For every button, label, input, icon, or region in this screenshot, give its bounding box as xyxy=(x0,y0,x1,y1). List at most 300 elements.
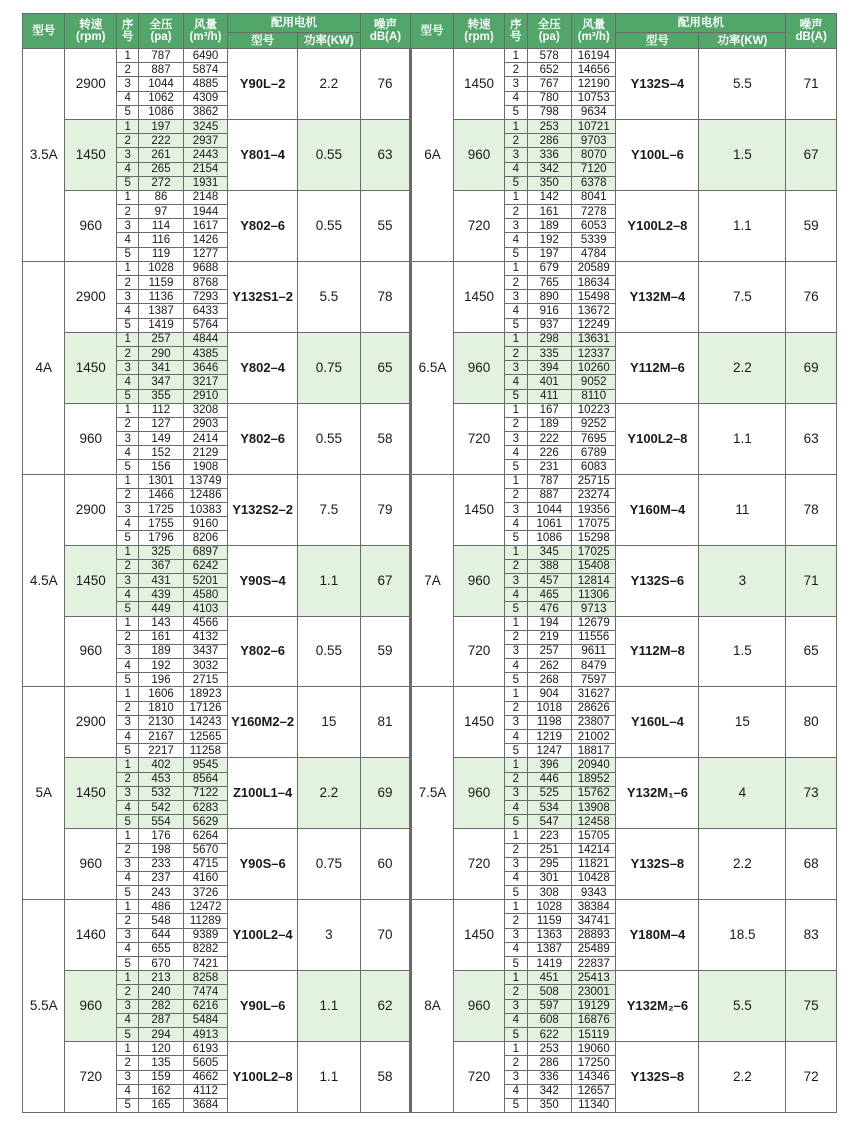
motor-power-cell: 5.5 xyxy=(699,971,786,1042)
airflow-cell: 3726 xyxy=(183,886,227,900)
pressure-cell: 142 xyxy=(527,190,571,204)
motor-model-cell: Y132M–4 xyxy=(616,261,699,332)
seq-cell: 4 xyxy=(117,659,139,673)
header-speed-right: 转速 (rpm) xyxy=(453,14,505,49)
pressure-cell: 1466 xyxy=(139,488,183,502)
pressure-cell: 222 xyxy=(139,134,183,148)
pressure-cell: 476 xyxy=(527,602,571,616)
airflow-cell: 12657 xyxy=(571,1084,615,1098)
pressure-cell: 342 xyxy=(527,1084,571,1098)
airflow-cell: 8768 xyxy=(183,276,227,290)
pressure-cell: 534 xyxy=(527,800,571,814)
seq-cell: 2 xyxy=(505,843,527,857)
fan-model-cell: 5.5A xyxy=(23,900,65,1113)
airflow-cell: 6897 xyxy=(183,545,227,559)
speed-cell: 720 xyxy=(453,829,505,900)
seq-cell: 3 xyxy=(117,503,139,517)
motor-model-cell: Y132M₁–6 xyxy=(616,758,699,829)
header-motor: 配用电机 xyxy=(228,14,360,33)
airflow-cell: 4715 xyxy=(183,857,227,871)
seq-cell: 3 xyxy=(117,77,139,91)
header-motor-power-right: 功率(KW) xyxy=(699,33,786,49)
pressure-cell: 1086 xyxy=(139,105,183,119)
airflow-cell: 11306 xyxy=(571,588,615,602)
pressure-cell: 402 xyxy=(139,758,183,772)
seq-cell: 4 xyxy=(117,233,139,247)
airflow-cell: 7597 xyxy=(571,673,615,687)
seq-cell: 1 xyxy=(505,190,527,204)
seq-cell: 4 xyxy=(505,1013,527,1027)
pressure-cell: 159 xyxy=(139,1070,183,1084)
pressure-cell: 446 xyxy=(527,772,571,786)
motor-power-cell: 2.2 xyxy=(298,758,361,829)
pressure-cell: 240 xyxy=(139,985,183,999)
speed-cell: 720 xyxy=(453,616,505,687)
noise-cell: 62 xyxy=(360,971,411,1042)
seq-cell: 4 xyxy=(505,233,527,247)
airflow-cell: 15119 xyxy=(571,1027,615,1041)
airflow-cell: 4132 xyxy=(183,630,227,644)
seq-cell: 4 xyxy=(505,91,527,105)
airflow-cell: 10383 xyxy=(183,503,227,517)
speed-cell: 720 xyxy=(453,403,505,474)
pressure-cell: 192 xyxy=(139,659,183,673)
pressure-cell: 1159 xyxy=(139,276,183,290)
airflow-cell: 7695 xyxy=(571,432,615,446)
pressure-cell: 231 xyxy=(527,460,571,474)
pressure-cell: 335 xyxy=(527,346,571,360)
pressure-cell: 116 xyxy=(139,233,183,247)
airflow-cell: 10721 xyxy=(571,119,615,133)
airflow-cell: 6789 xyxy=(571,446,615,460)
pressure-cell: 149 xyxy=(139,432,183,446)
pressure-cell: 548 xyxy=(139,914,183,928)
seq-cell: 1 xyxy=(505,687,527,701)
seq-cell: 3 xyxy=(117,361,139,375)
seq-cell: 3 xyxy=(505,361,527,375)
airflow-cell: 7421 xyxy=(183,957,227,971)
seq-cell: 3 xyxy=(117,857,139,871)
pressure-cell: 112 xyxy=(139,403,183,417)
speed-cell: 960 xyxy=(453,758,505,829)
seq-cell: 2 xyxy=(117,772,139,786)
seq-cell: 4 xyxy=(117,800,139,814)
airflow-cell: 3437 xyxy=(183,644,227,658)
pressure-cell: 86 xyxy=(139,190,183,204)
airflow-cell: 14656 xyxy=(571,63,615,77)
seq-cell: 3 xyxy=(117,148,139,162)
airflow-cell: 6433 xyxy=(183,304,227,318)
speed-cell: 960 xyxy=(453,119,505,190)
pressure-cell: 554 xyxy=(139,815,183,829)
seq-cell: 5 xyxy=(117,176,139,190)
seq-cell: 2 xyxy=(117,346,139,360)
motor-model-cell: Y90S–6 xyxy=(228,829,298,900)
pressure-cell: 253 xyxy=(527,119,571,133)
airflow-cell: 16194 xyxy=(571,49,615,63)
pressure-cell: 787 xyxy=(527,474,571,488)
motor-power-cell: 1.5 xyxy=(699,616,786,687)
airflow-cell: 4580 xyxy=(183,588,227,602)
motor-model-cell: Y132S2–2 xyxy=(228,474,298,545)
airflow-cell: 10223 xyxy=(571,403,615,417)
pressure-cell: 887 xyxy=(527,488,571,502)
airflow-cell: 9688 xyxy=(183,261,227,275)
seq-cell: 2 xyxy=(117,914,139,928)
seq-cell: 3 xyxy=(117,786,139,800)
seq-cell: 4 xyxy=(117,1013,139,1027)
pressure-cell: 152 xyxy=(139,446,183,460)
pressure-cell: 189 xyxy=(527,219,571,233)
header-airflow: 风量 (m³/h) xyxy=(183,14,227,49)
airflow-cell: 6264 xyxy=(183,829,227,843)
airflow-cell: 5339 xyxy=(571,233,615,247)
seq-cell: 3 xyxy=(117,1070,139,1084)
airflow-cell: 12472 xyxy=(183,900,227,914)
airflow-cell: 8564 xyxy=(183,772,227,786)
speed-cell: 960 xyxy=(65,971,117,1042)
pressure-cell: 2167 xyxy=(139,730,183,744)
airflow-cell: 12337 xyxy=(571,346,615,360)
airflow-cell: 1944 xyxy=(183,205,227,219)
airflow-cell: 15498 xyxy=(571,290,615,304)
seq-cell: 1 xyxy=(505,332,527,346)
pressure-cell: 165 xyxy=(139,1098,183,1112)
pressure-cell: 161 xyxy=(527,205,571,219)
pressure-cell: 1387 xyxy=(139,304,183,318)
airflow-cell: 2129 xyxy=(183,446,227,460)
pressure-cell: 486 xyxy=(139,900,183,914)
airflow-cell: 1931 xyxy=(183,176,227,190)
noise-cell: 59 xyxy=(786,190,837,261)
motor-model-cell: Y802–6 xyxy=(228,403,298,474)
seq-cell: 4 xyxy=(505,375,527,389)
seq-cell: 5 xyxy=(505,176,527,190)
airflow-cell: 3862 xyxy=(183,105,227,119)
pressure-cell: 453 xyxy=(139,772,183,786)
airflow-cell: 11340 xyxy=(571,1098,615,1112)
header-seq: 序 号 xyxy=(117,14,139,49)
airflow-cell: 2937 xyxy=(183,134,227,148)
noise-cell: 72 xyxy=(786,1042,837,1113)
seq-cell: 4 xyxy=(117,91,139,105)
seq-cell: 4 xyxy=(117,1084,139,1098)
pressure-cell: 196 xyxy=(139,673,183,687)
noise-cell: 67 xyxy=(786,119,837,190)
seq-cell: 5 xyxy=(117,1098,139,1112)
motor-power-cell: 15 xyxy=(298,687,361,758)
header-model: 型号 xyxy=(23,14,65,49)
pressure-cell: 608 xyxy=(527,1013,571,1027)
airflow-cell: 4385 xyxy=(183,346,227,360)
speed-cell: 1450 xyxy=(65,545,117,616)
airflow-cell: 23001 xyxy=(571,985,615,999)
motor-power-cell: 7.5 xyxy=(699,261,786,332)
motor-model-cell: Y112M–6 xyxy=(616,332,699,403)
seq-cell: 4 xyxy=(505,800,527,814)
pressure-cell: 253 xyxy=(527,1042,571,1056)
pressure-cell: 1419 xyxy=(527,957,571,971)
table-row xyxy=(23,474,837,488)
airflow-cell: 9252 xyxy=(571,417,615,431)
table-row xyxy=(23,687,837,701)
seq-cell: 5 xyxy=(505,673,527,687)
pressure-cell: 197 xyxy=(527,247,571,261)
seq-cell: 4 xyxy=(505,871,527,885)
seq-cell: 1 xyxy=(117,829,139,843)
motor-power-cell: 18.5 xyxy=(699,900,786,971)
airflow-cell: 17126 xyxy=(183,701,227,715)
airflow-cell: 4309 xyxy=(183,91,227,105)
motor-power-cell: 1.1 xyxy=(699,190,786,261)
seq-cell: 5 xyxy=(117,531,139,545)
seq-cell: 1 xyxy=(505,545,527,559)
motor-model-cell: Y90S–4 xyxy=(228,545,298,616)
airflow-cell: 22837 xyxy=(571,957,615,971)
seq-cell: 1 xyxy=(505,119,527,133)
pressure-cell: 194 xyxy=(527,616,571,630)
airflow-cell: 13631 xyxy=(571,332,615,346)
header-motor-power: 功率(KW) xyxy=(298,33,361,49)
motor-power-cell: 1.1 xyxy=(298,971,361,1042)
seq-cell: 3 xyxy=(505,644,527,658)
airflow-cell: 7122 xyxy=(183,786,227,800)
airflow-cell: 7293 xyxy=(183,290,227,304)
speed-cell: 1450 xyxy=(65,332,117,403)
noise-cell: 65 xyxy=(786,616,837,687)
pressure-cell: 167 xyxy=(527,403,571,417)
airflow-cell: 1426 xyxy=(183,233,227,247)
airflow-cell: 5874 xyxy=(183,63,227,77)
pressure-cell: 286 xyxy=(527,1056,571,1070)
pressure-cell: 890 xyxy=(527,290,571,304)
airflow-cell: 8479 xyxy=(571,659,615,673)
pressure-cell: 213 xyxy=(139,971,183,985)
noise-cell: 79 xyxy=(360,474,411,545)
seq-cell: 1 xyxy=(505,829,527,843)
airflow-cell: 10428 xyxy=(571,871,615,885)
motor-power-cell: 0.55 xyxy=(298,119,361,190)
pressure-cell: 780 xyxy=(527,91,571,105)
seq-cell: 4 xyxy=(117,304,139,318)
pressure-cell: 655 xyxy=(139,942,183,956)
noise-cell: 75 xyxy=(786,971,837,1042)
speed-cell: 720 xyxy=(65,1042,117,1113)
seq-cell: 5 xyxy=(117,105,139,119)
seq-cell: 1 xyxy=(117,190,139,204)
table-row xyxy=(23,261,837,275)
airflow-cell: 6283 xyxy=(183,800,227,814)
airflow-cell: 15408 xyxy=(571,559,615,573)
airflow-cell: 9634 xyxy=(571,105,615,119)
pressure-cell: 767 xyxy=(527,77,571,91)
noise-cell: 78 xyxy=(786,474,837,545)
airflow-cell: 38384 xyxy=(571,900,615,914)
airflow-cell: 12458 xyxy=(571,815,615,829)
airflow-cell: 6216 xyxy=(183,999,227,1013)
pressure-cell: 336 xyxy=(527,148,571,162)
pressure-cell: 120 xyxy=(139,1042,183,1056)
motor-model-cell: Y90L–6 xyxy=(228,971,298,1042)
airflow-cell: 23274 xyxy=(571,488,615,502)
pressure-cell: 251 xyxy=(527,843,571,857)
motor-power-cell: 5.5 xyxy=(298,261,361,332)
pressure-cell: 431 xyxy=(139,573,183,587)
airflow-cell: 5764 xyxy=(183,318,227,332)
pressure-cell: 298 xyxy=(527,332,571,346)
seq-cell: 1 xyxy=(505,474,527,488)
seq-cell: 1 xyxy=(505,1042,527,1056)
airflow-cell: 18634 xyxy=(571,276,615,290)
pressure-cell: 1301 xyxy=(139,474,183,488)
airflow-cell: 14243 xyxy=(183,715,227,729)
pressure-cell: 1247 xyxy=(527,744,571,758)
airflow-cell: 13908 xyxy=(571,800,615,814)
motor-power-cell: 4 xyxy=(699,758,786,829)
motor-power-cell: 0.55 xyxy=(298,616,361,687)
seq-cell: 3 xyxy=(117,928,139,942)
airflow-cell: 9545 xyxy=(183,758,227,772)
pressure-cell: 1755 xyxy=(139,517,183,531)
noise-cell: 70 xyxy=(360,900,411,971)
pressure-cell: 350 xyxy=(527,1098,571,1112)
pressure-cell: 336 xyxy=(527,1070,571,1084)
speed-cell: 1450 xyxy=(453,261,505,332)
seq-cell: 4 xyxy=(505,446,527,460)
motor-power-cell: 0.75 xyxy=(298,829,361,900)
pressure-cell: 449 xyxy=(139,602,183,616)
pressure-cell: 1028 xyxy=(139,261,183,275)
pressure-cell: 1387 xyxy=(527,942,571,956)
pressure-cell: 161 xyxy=(139,630,183,644)
pressure-cell: 350 xyxy=(527,176,571,190)
pressure-cell: 1044 xyxy=(139,77,183,91)
pressure-cell: 394 xyxy=(527,361,571,375)
airflow-cell: 1617 xyxy=(183,219,227,233)
airflow-cell: 25715 xyxy=(571,474,615,488)
noise-cell: 76 xyxy=(360,49,411,120)
motor-model-cell: Y132M₂–6 xyxy=(616,971,699,1042)
airflow-cell: 17250 xyxy=(571,1056,615,1070)
airflow-cell: 11289 xyxy=(183,914,227,928)
pressure-cell: 765 xyxy=(527,276,571,290)
pressure-cell: 547 xyxy=(527,815,571,829)
seq-cell: 1 xyxy=(505,261,527,275)
airflow-cell: 25413 xyxy=(571,971,615,985)
pressure-cell: 355 xyxy=(139,389,183,403)
motor-power-cell: 5.5 xyxy=(699,49,786,120)
airflow-cell: 25489 xyxy=(571,942,615,956)
pressure-cell: 1606 xyxy=(139,687,183,701)
airflow-cell: 8282 xyxy=(183,942,227,956)
fan-model-cell: 4.5A xyxy=(23,474,65,687)
motor-model-cell: Y112M–8 xyxy=(616,616,699,687)
noise-cell: 71 xyxy=(786,545,837,616)
seq-cell: 1 xyxy=(505,900,527,914)
seq-cell: 4 xyxy=(117,942,139,956)
fan-model-cell: 6A xyxy=(411,49,453,262)
pressure-cell: 342 xyxy=(527,162,571,176)
speed-cell: 960 xyxy=(65,829,117,900)
pressure-cell: 597 xyxy=(527,999,571,1013)
pressure-cell: 457 xyxy=(527,573,571,587)
seq-cell: 3 xyxy=(117,715,139,729)
pressure-cell: 1018 xyxy=(527,701,571,715)
motor-model-cell: Y802–6 xyxy=(228,616,298,687)
pressure-cell: 341 xyxy=(139,361,183,375)
seq-cell: 3 xyxy=(117,290,139,304)
speed-cell: 1450 xyxy=(453,900,505,971)
header-seq-right: 序 号 xyxy=(505,14,527,49)
airflow-cell: 3032 xyxy=(183,659,227,673)
pressure-cell: 670 xyxy=(139,957,183,971)
airflow-cell: 8206 xyxy=(183,531,227,545)
airflow-cell: 5201 xyxy=(183,573,227,587)
seq-cell: 2 xyxy=(505,701,527,715)
seq-cell: 1 xyxy=(117,616,139,630)
airflow-cell: 12190 xyxy=(571,77,615,91)
motor-power-cell: 2.2 xyxy=(298,49,361,120)
airflow-cell: 2443 xyxy=(183,148,227,162)
fan-spec-sheet xyxy=(22,13,837,1113)
seq-cell: 3 xyxy=(505,715,527,729)
seq-cell: 3 xyxy=(117,644,139,658)
seq-cell: 5 xyxy=(117,744,139,758)
seq-cell: 5 xyxy=(117,460,139,474)
seq-cell: 4 xyxy=(505,588,527,602)
speed-cell: 720 xyxy=(453,190,505,261)
seq-cell: 3 xyxy=(505,857,527,871)
seq-cell: 4 xyxy=(117,588,139,602)
fan-model-cell: 3.5A xyxy=(23,49,65,262)
seq-cell: 2 xyxy=(505,914,527,928)
motor-model-cell: Y160L–4 xyxy=(616,687,699,758)
pressure-cell: 439 xyxy=(139,588,183,602)
airflow-cell: 4784 xyxy=(571,247,615,261)
seq-cell: 2 xyxy=(505,63,527,77)
pressure-cell: 787 xyxy=(139,49,183,63)
pressure-cell: 1159 xyxy=(527,914,571,928)
seq-cell: 2 xyxy=(505,205,527,219)
seq-cell: 5 xyxy=(505,1027,527,1041)
pressure-cell: 451 xyxy=(527,971,571,985)
fan-model-cell: 8A xyxy=(411,900,453,1113)
airflow-cell: 5629 xyxy=(183,815,227,829)
noise-cell: 63 xyxy=(786,403,837,474)
seq-cell: 4 xyxy=(505,304,527,318)
pressure-cell: 308 xyxy=(527,886,571,900)
pressure-cell: 192 xyxy=(527,233,571,247)
airflow-cell: 2910 xyxy=(183,389,227,403)
noise-cell: 58 xyxy=(360,403,411,474)
noise-cell: 69 xyxy=(786,332,837,403)
seq-cell: 1 xyxy=(117,332,139,346)
seq-cell: 1 xyxy=(117,971,139,985)
seq-cell: 3 xyxy=(117,432,139,446)
airflow-cell: 12679 xyxy=(571,616,615,630)
airflow-cell: 31627 xyxy=(571,687,615,701)
seq-cell: 1 xyxy=(117,545,139,559)
pressure-cell: 222 xyxy=(527,432,571,446)
pressure-cell: 401 xyxy=(527,375,571,389)
seq-cell: 4 xyxy=(117,517,139,531)
airflow-cell: 4103 xyxy=(183,602,227,616)
pressure-cell: 223 xyxy=(527,829,571,843)
airflow-cell: 13749 xyxy=(183,474,227,488)
seq-cell: 1 xyxy=(117,49,139,63)
seq-cell: 5 xyxy=(505,318,527,332)
airflow-cell: 9713 xyxy=(571,602,615,616)
